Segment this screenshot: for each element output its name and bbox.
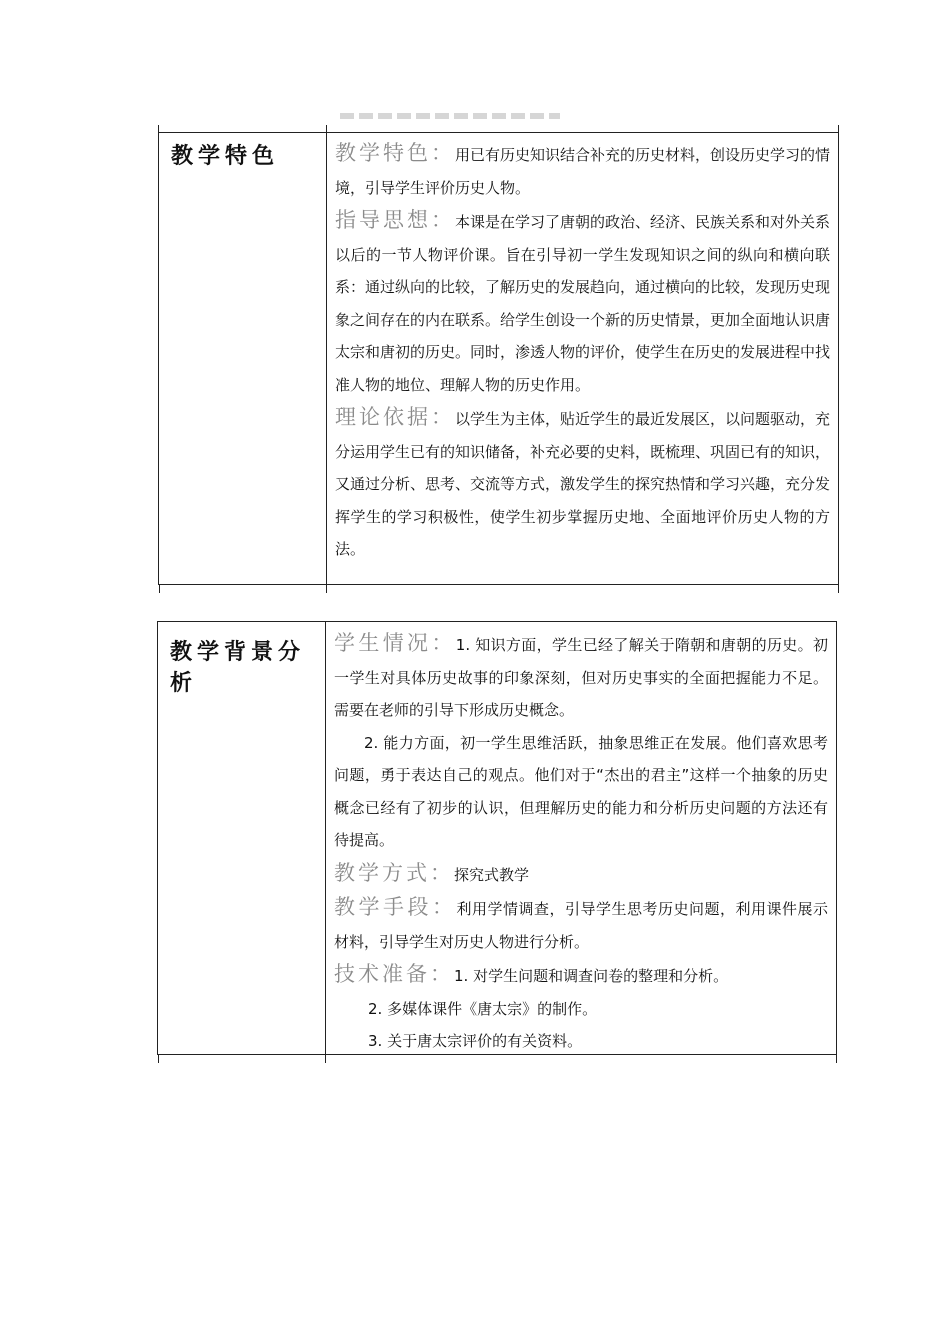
- section-text: 1. 知识方面，学生已经了解关于隋朝和唐朝的历史。初一学生对具体历史故事的印象深刻，但对历史事实的全面把握能力不足。需要在老师的引导下形成历史概念。: [334, 636, 829, 719]
- section-heading: 教学方式：: [334, 860, 454, 885]
- row-label: 教学背景分析: [170, 639, 306, 696]
- section-heading: 教学特色：: [335, 141, 455, 165]
- theory-paragraph: [335, 401, 830, 566]
- teaching-background-table: [157, 621, 837, 1055]
- method-paragraph: [334, 857, 828, 892]
- tech-paragraph-3: 3. 关于唐太宗评价的有关资料。: [368, 1032, 583, 1050]
- section-text: 用已有历史知识结合补充的历史材料，创设历史学习的情境，引导学生评价历史人物。: [335, 146, 831, 197]
- content-cell: [326, 625, 836, 1058]
- tech-paragraph-1: [334, 958, 828, 993]
- row-label: 教学特色: [171, 143, 280, 169]
- section-heading: 学生情况：: [334, 631, 456, 655]
- cut-off-previous-row: [340, 113, 560, 119]
- section-text: 探究式教学: [454, 865, 530, 884]
- students-paragraph-2: 2. 能力方面，初一学生思维活跃，抽象思维正在发展。他们喜欢思考问题，勇于表达自己的观点。他们对于“杰出的君主”这样一个抽象的历史概念已经有了初步的认识，但理解历史的能力和分析历史问题的方法还有待提高。: [334, 733, 828, 849]
- section-text: 以学生为主体，贴近学生的最近发展区，以问题驱动，充分运用学生已有的知识储备，补充必要的史料，既梳理、巩固已有的知识，又通过分析、思考、交流等方式，激发学生的探究热情和学习兴趣，充分发挥学生的学习积极性，使学生初步掌握历史地、全面地评价历史人物的方法。: [335, 410, 831, 558]
- section-heading: 理论依据：: [335, 405, 455, 429]
- label-cell: [158, 621, 326, 1055]
- section-text: 1. 对学生问题和调查问卷的整理和分析。: [454, 967, 729, 985]
- means-paragraph: [334, 891, 828, 958]
- students-paragraph-1: [334, 627, 828, 727]
- label-cell: [159, 125, 327, 585]
- features-paragraph: [335, 137, 830, 204]
- content-cell: [327, 135, 838, 566]
- guiding-paragraph: [335, 204, 830, 401]
- section-heading: 技术准备：: [334, 962, 454, 986]
- section-text: 利用学情调查，引导学生思考历史问题，利用课件展示材料，引导学生对历史人物进行分析。: [334, 900, 828, 951]
- section-heading: 指导思想：: [335, 208, 455, 232]
- section-text: 本课是在学习了唐朝的政治、经济、民族关系和对外关系以后的一节人物评价课。旨在引导初一学生发现知识之间的纵向和横向联系：通过纵向的比较，了解历史的发展趋向，通过横向的比较，发现历史现象之间存在的内在联系。给学生创设一个新的历史情景，更加全面地认识唐太宗和唐初的历史。同时，渗透人物的评价，使学生在历史的发展进程中找准人物的地位、理解人物的历史作用。: [335, 213, 831, 394]
- tech-paragraph-2: 2. 多媒体课件《唐太宗》的制作。: [368, 999, 598, 1018]
- section-heading: 教学手段：: [334, 895, 457, 919]
- teaching-features-table: [158, 125, 839, 585]
